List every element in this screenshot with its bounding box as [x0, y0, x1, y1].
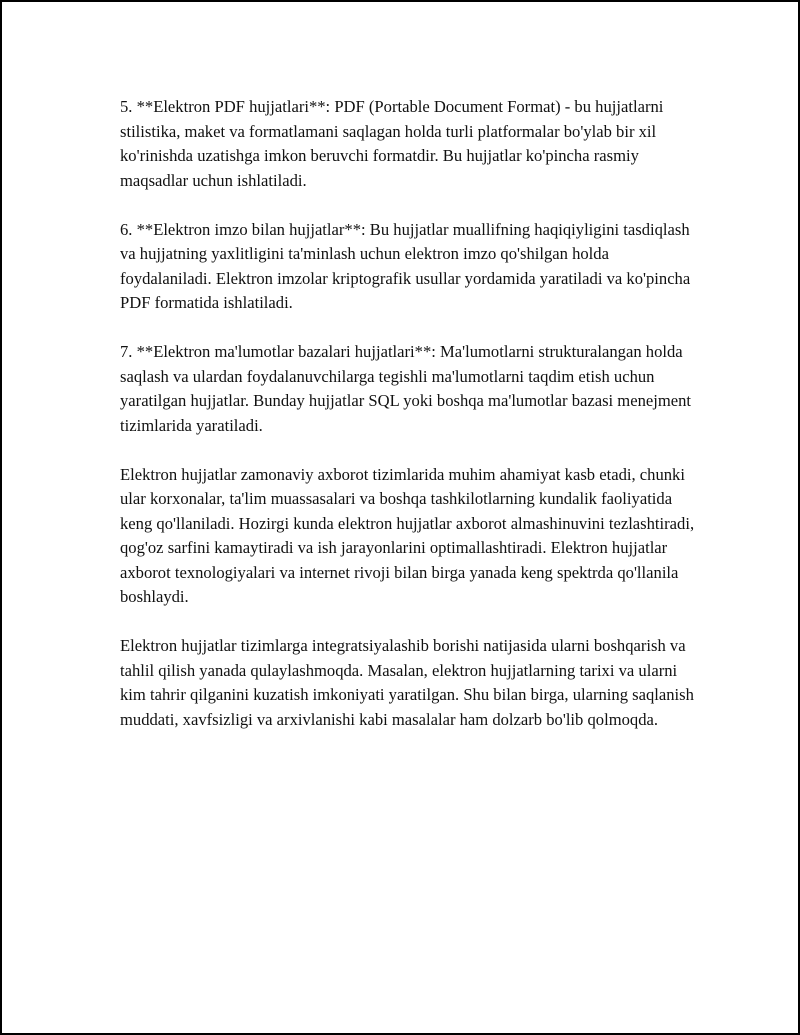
paragraph-importance: Elektron hujjatlar zamonaviy axborot tizimlarida muhim ahamiyat kasb etadi, chunki ular korxonalar, ta'lim muassasalari va boshqa tashkilotlarning kundalik faoliyatida keng qo'llaniladi. Hozirgi kunda elektron hujjatlar axborot almashinuvini tezlashtiradi, qog'oz sarfini kamaytiradi va ish jarayonlarini optimallashtiradi. Elektron hujjatlar axborot texnologiyalari va internet rivoji bilan birga yanada keng spektrda qo'llanila boshlaydi. — [120, 464, 695, 606]
paragraph-integration: Elektron hujjatlar tizimlarga integratsiyalashib borishi natijasida ularni boshqarish va tahlil qilish yanada qulaylashmoqda. Masalan, elektron hujjatlarning tarixi va ularni kim tahrir qilganini kuzatish imkoniyati yaratilgan. Shu bilan birga, ularning saqlanish muddati, xavfsizligi va arxivlanishi kabi masalalar ham dolzarb bo'lib qolmoqda. — [120, 636, 694, 729]
paragraph-database-documents: 7. **Elektron ma'lumotlar bazalari hujjatlari**: Ma'lumotlarni strukturalangan holda saqlash va ulardan foydalanuvchilarga tegishli ma'lumotlarni taqdim etish uchun yaratilgan hujjatlar. Bunday hujjatlar SQL yoki boshqa ma'lumotlar bazasi menejment tizimlarida yaratiladi. — [120, 342, 692, 435]
paragraph-pdf-documents: 5. **Elektron PDF hujjatlari**: PDF (Portable Document Format) - bu hujjatlarni stilistika, maket va formatlamani saqlagan holda turli platformalar bo'ylab bir xil ko'rinishda uzatishga imkon beruvchi formatdir. Bu hujjatlar ko'pincha rasmiy maqsadlar uchun ishlatiladi. — [120, 97, 664, 190]
document-body — [120, 95, 695, 732]
paragraph-e-signature-documents: 6. **Elektron imzo bilan hujjatlar**: Bu hujjatlar muallifning haqiqiyligini tasdiqlash va hujjatning yaxlitligini ta'minlash uchun elektron imzo qo'shilgan holda foydalaniladi. Elektron imzolar kriptografik usullar yordamida yaratiladi va ko'pincha PDF formatida ishlatiladi. — [120, 219, 691, 312]
